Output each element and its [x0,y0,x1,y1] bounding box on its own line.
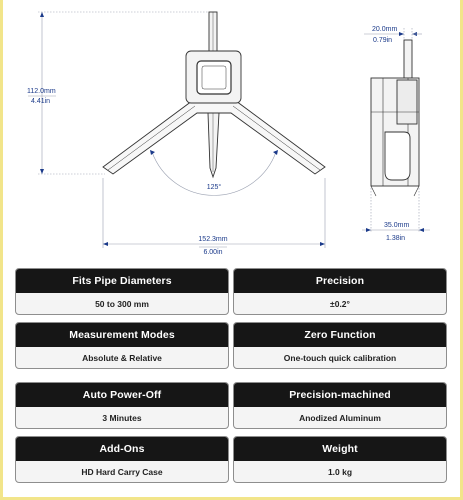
spec-card-weight [233,436,447,483]
spec-value: Anodized Aluminum [299,413,381,423]
spec-label: Measurement Modes [16,323,228,347]
spec-card-pipe-diameters [15,268,229,315]
spec-value: ±0.2° [330,299,350,309]
spec-value: 3 Minutes [102,413,142,423]
side-top-mm: 20.0mm [372,26,398,33]
angle-label: 125° [206,184,222,191]
spec-value: HD Hard Carry Case [81,467,163,477]
front-view [103,12,325,177]
spec-card-zero-function [233,322,447,369]
side-bottom-in: 1.38in [386,235,406,242]
spec-card-precision-machined [233,382,447,429]
spec-card-auto-power-off [15,382,229,429]
probe [208,113,219,177]
spec-label: Fits Pipe Diameters [16,269,228,293]
spec-label: Add-Ons [16,437,228,461]
height-mm: 112.0mm [27,88,56,95]
spec-value: One-touch quick calibration [283,353,397,363]
spec-label: Zero Function [234,323,446,347]
spec-card-measurement-modes [15,322,229,369]
spec-value: Absolute & Relative [82,353,162,363]
side-window [385,132,410,180]
spec-label: Precision-machined [234,383,446,407]
spec-card-precision [233,268,447,315]
width-in: 6.00in [203,249,223,256]
spec-value: 50 to 300 mm [95,299,149,309]
spec-card-add-ons [15,436,229,483]
side-top-in: 0.79in [373,37,393,44]
side-bottom-mm: 35.0mm [384,222,410,229]
side-view [371,40,419,196]
spec-label: Weight [234,437,446,461]
width-mm: 152.3mm [198,236,228,243]
spec-label: Auto Power-Off [16,383,228,407]
side-pin [404,40,412,78]
height-in: 4.41in [31,98,51,105]
spec-value: 1.0 kg [327,467,353,477]
spec-label: Precision [234,269,446,293]
